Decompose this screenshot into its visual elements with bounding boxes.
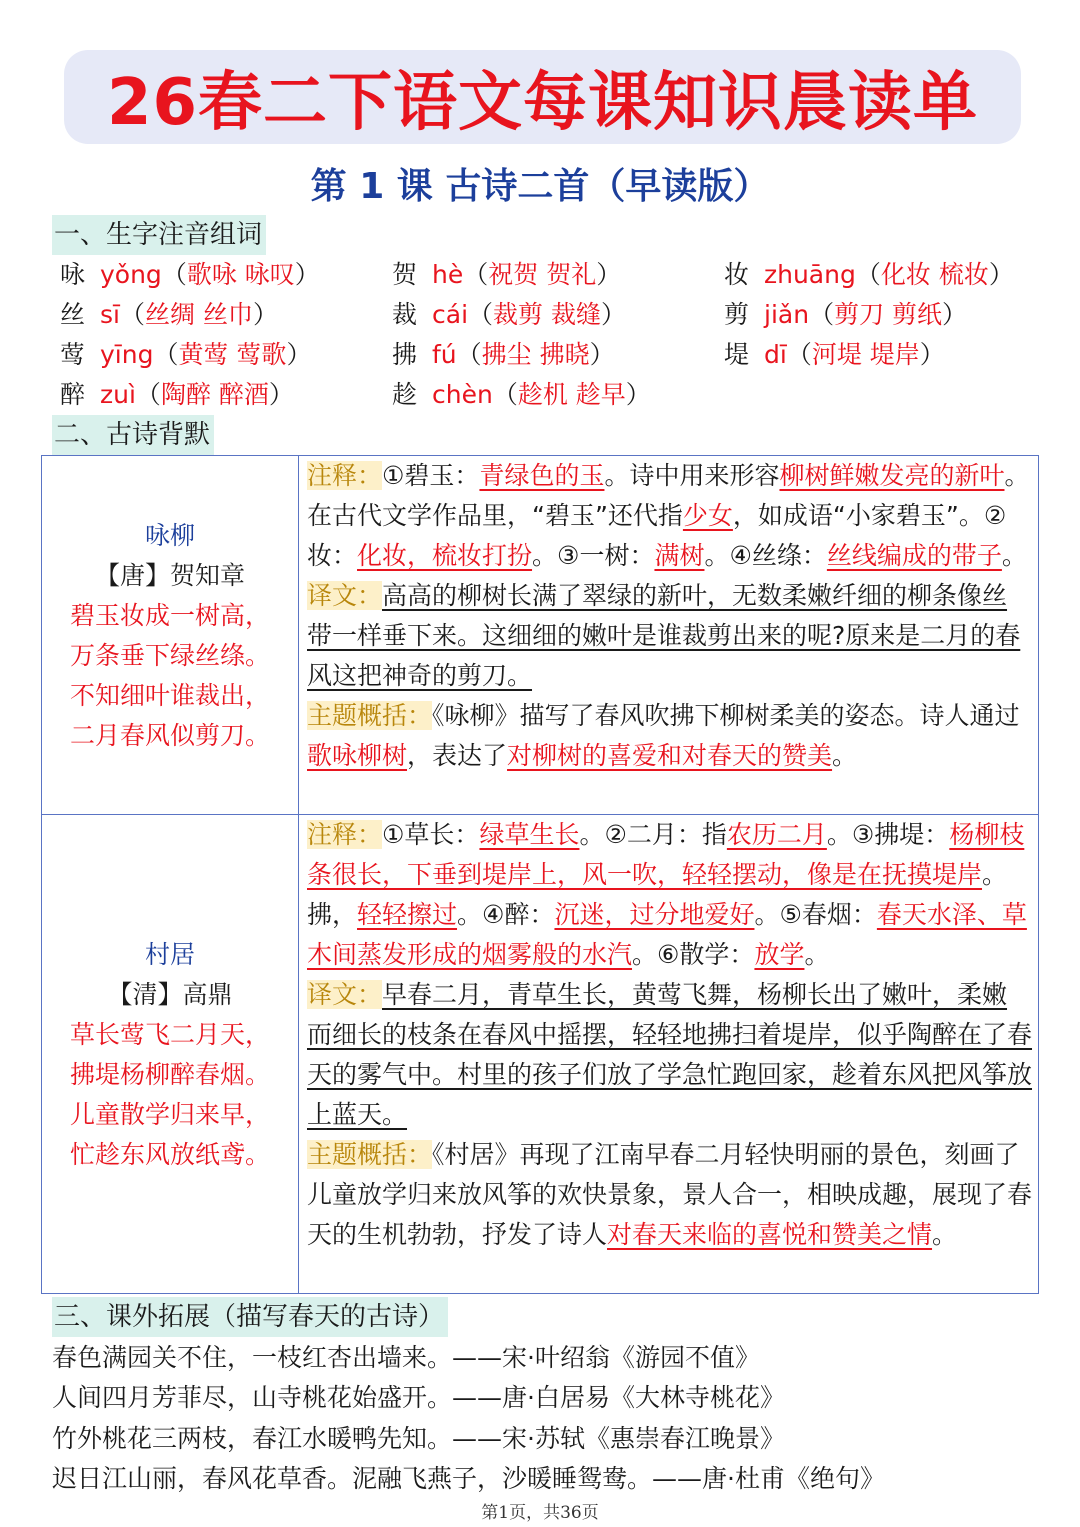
note-text: 。④丝绦： [704,541,827,570]
hanzi: 妆 [724,260,750,289]
poem-title: 村居 [144,940,195,969]
poem-notes-cell [299,456,1039,815]
theme-paragraph [307,1135,1032,1255]
page-number: 第1页，共36页 [481,1503,599,1523]
word-group: 陶醉 醉酒 [160,380,269,409]
note-text: 。拂， [307,860,1008,929]
poem-row [42,456,1039,815]
note-text: 《咏柳》描写了春风吹拂下柳树柔美的姿态。诗人通过 [432,701,1020,730]
pinyin: fú [432,340,457,369]
poem-line: 二月春风似剪刀。 [69,721,270,750]
pinyin: cái [432,300,469,329]
poem-title: 咏柳 [144,521,195,550]
character-entry: 堤 dī（河堤 堤岸） [724,335,945,375]
notes-paragraph [307,815,1032,975]
character-row [0,295,1080,335]
pinyin: dī [764,340,787,369]
note-text: 。⑤春烟： [754,900,877,929]
word-group: 拂尘 拂晓 [481,340,590,369]
poem-line: 草长莺飞二月天， [69,1020,270,1049]
note-text: 。⑥散学： [632,940,755,969]
key-phrase: 柳树鲜嫩发亮的新叶 [779,461,1005,490]
key-phrase: 对春天来临的喜悦和赞美之情 [607,1220,933,1249]
hanzi: 醉 [60,380,86,409]
note-text: 。③一树： [532,541,655,570]
pinyin: yǒng [100,260,162,289]
hanzi: 莺 [60,340,86,369]
extension-line: 竹外桃花三两枝，春江水暖鸭先知。——宋·苏轼《惠崇春江晚景》 [52,1424,785,1453]
word-group: 剪刀 剪纸 [834,300,943,329]
poem-author: 【唐】贺知章 [94,561,245,590]
key-phrase: 少女 [682,501,733,530]
key-phrase: 丝线编成的带子 [826,541,1002,570]
character-entry: 拂 fú（拂尘 拂晓） [392,335,615,375]
poem-line: 儿童散学归来早， [69,1100,270,1129]
note-text: 。在古代文学作品里，“碧玉”还代指 [307,461,1030,530]
extension-line: 人间四月芳菲尽，山寺桃花始盛开。——唐·白居易《大林寺桃花》 [52,1383,785,1412]
word-group: 祝贺 贺礼 [488,260,597,289]
notes-label: 注释： [307,461,383,490]
note-text: 。②二月：指 [579,820,727,849]
section-heading-poems: 二、古诗背默 [52,415,214,455]
hanzi: 趁 [392,380,418,409]
translation-paragraph [307,576,1032,696]
character-entry: 裁 cái（裁剪 裁缝） [392,295,626,335]
key-phrase: 对柳树的喜爱和对春天的赞美 [507,741,833,770]
pinyin: chèn [432,380,493,409]
theme-paragraph [307,696,1032,776]
key-phrase: 放学 [754,940,805,969]
translation-label: 译文： [307,581,383,610]
theme-label: 主题概括： [307,1140,433,1169]
notes-paragraph [307,456,1032,576]
key-phrase: 化妆，梳妆打扮 [357,541,533,570]
extension-line: 春色满园关不住，一枝红杏出墙来。——宋·叶绍翁《游园不值》 [52,1343,760,1372]
poem-line: 万条垂下绿丝绦。 [69,641,270,670]
poem-row [42,815,1039,1294]
title-banner [64,50,1021,144]
poem-line: 拂堤杨柳醉春烟。 [69,1060,270,1089]
page-title: 26春二下语文每课知识晨读单 [106,66,979,140]
word-group: 河堤 堤岸 [811,340,920,369]
translation-text: 早春二月，青草生长，黄莺飞舞，杨柳长出了嫩叶，柔嫩而细长的枝条在春风中摇摆，轻轻地拂扫着堤岸，似乎陶醉在了春天的雾气中。村里的孩子们放了学急忙跑回家，趁着东风把风筝放上蓝天。 [307,980,1033,1129]
extension-line: 迟日江山丽，春风花草香。泥融飞燕子，沙暖睡鸳鸯。——唐·杜甫《绝句》 [52,1464,885,1493]
poem-notes-cell [299,815,1039,1294]
pinyin: zuì [100,380,136,409]
hanzi: 剪 [724,300,750,329]
word-group: 黄莺 莺歌 [178,340,287,369]
word-group: 化妆 梳妆 [880,260,989,289]
translation-paragraph [307,975,1032,1135]
key-phrase: 沉迷，过分地爱好 [554,900,755,929]
character-entry: 莺 yīng（黄莺 莺歌） [60,335,311,375]
theme-label: 主题概括： [307,701,433,730]
word-group: 歌咏 咏叹 [186,260,295,289]
character-row [0,255,1080,295]
hanzi: 拂 [392,340,418,369]
hanzi: 咏 [60,260,86,289]
section-heading-extension: 三、课外拓展（描写春天的古诗） [52,1297,448,1337]
poem-line: 忙趁东风放纸鸢。 [69,1140,270,1169]
key-phrase: 春天水泽、草木间蒸发形成的烟雾般的水汽 [307,900,1027,969]
key-phrase: 满树 [654,541,705,570]
note-text: ①碧玉： [382,461,480,490]
key-phrase: 绿草生长 [479,820,580,849]
character-entry: 剪 jiǎn（剪刀 剪纸） [724,295,967,335]
notes-label: 注释： [307,820,383,849]
pinyin: jiǎn [764,300,810,329]
note-text: 。 [932,1220,958,1249]
key-phrase: 农历二月 [726,820,827,849]
pinyin: zhuāng [764,260,856,289]
character-entry: 丝 sī（丝绸 丝巾） [60,295,278,335]
note-text: ，如成语“小家碧玉”。②妆： [307,501,1007,570]
pinyin: sī [100,300,120,329]
poem-left-cell [42,456,299,815]
note-text: 。④醉： [457,900,555,929]
word-group: 丝绸 丝巾 [145,300,253,329]
pinyin: yīng [100,340,154,369]
word-group: 趁机 趁早 [517,380,626,409]
key-phrase: 歌咏柳树 [307,741,408,770]
word-group: 裁剪 裁缝 [493,300,601,329]
character-entry: 咏 yǒng（歌咏 咏叹） [60,255,320,295]
section-heading-characters: 一、生字注音组词 [52,215,266,255]
poem-left-cell [42,815,299,1294]
character-entry: 趁 chèn（趁机 趁早） [392,375,651,415]
poem-line: 不知细叶谁裁出， [69,681,270,710]
hanzi: 堤 [724,340,750,369]
note-text: ①草长： [382,820,480,849]
note-text: 。 [804,940,830,969]
poem-author: 【清】高鼎 [107,980,233,1009]
character-entry: 醉 zuì（陶醉 醉酒） [60,375,294,415]
translation-text: 高高的柳树长满了翠绿的新叶，无数柔嫩纤细的柳条像丝带一样垂下来。这细细的嫩叶是谁裁剪出来的呢?原来是二月的春风这把神奇的剪刀。 [307,581,1021,690]
hanzi: 贺 [392,260,418,289]
translation-label: 译文： [307,980,383,1009]
character-row [0,375,1080,415]
key-phrase: 轻轻擦过 [357,900,458,929]
poem-line: 碧玉妆成一树高， [69,601,270,630]
character-entry: 妆 zhuāng（化妆 梳妆） [724,255,1014,295]
lesson-subtitle: 第 1 课 古诗二首（早读版） [310,166,770,207]
poem-table [41,455,1039,1294]
hanzi: 丝 [60,300,86,329]
note-text: 。③拂堤： [826,820,950,849]
character-entry: 贺 hè（祝贺 贺礼） [392,255,621,295]
key-phrase: 杨柳枝条很长，下垂到堤岸上，风一吹，轻轻摆动，像是在抚摸堤岸 [307,820,1025,889]
note-text: 。 [832,741,858,770]
note-text: 。 [1001,541,1027,570]
note-text: 《村居》再现了江南早春二月轻快明丽的景色，刻画了儿童放学归来放风筝的欢快景象，景人合一，相映成趣，展现了春天的生机勃勃，抒发了诗人 [307,1140,1033,1249]
key-phrase: 青绿色的玉 [479,461,605,490]
note-text: 。诗中用来形容 [604,461,780,490]
character-row [0,335,1080,375]
note-text: ，表达了 [407,741,508,770]
hanzi: 裁 [392,300,418,329]
pinyin: hè [432,260,464,289]
